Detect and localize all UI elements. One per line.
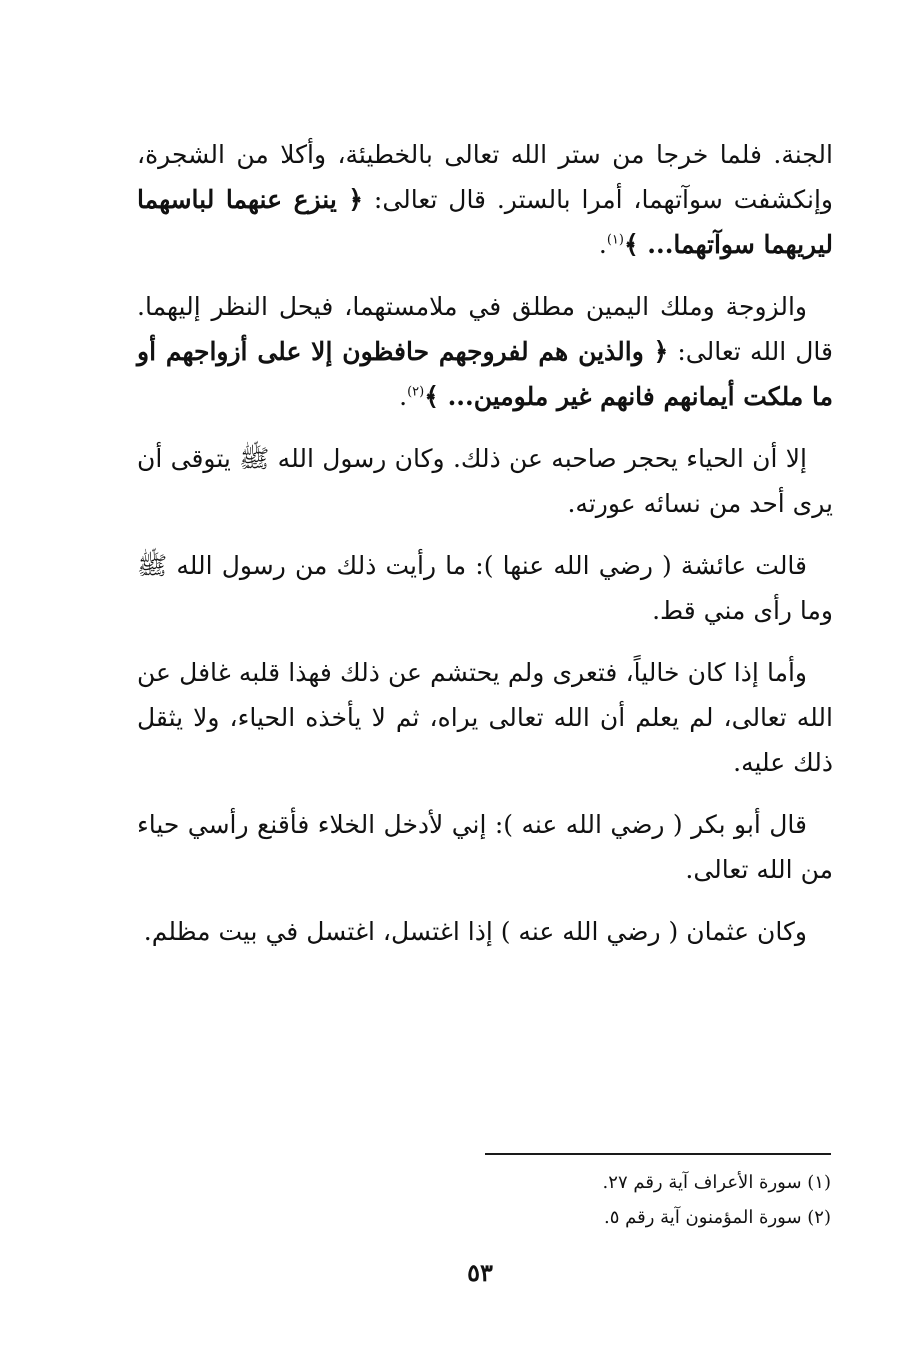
paragraph-2	[137, 284, 833, 419]
paragraph-1-text: الجنة. فلما خرجا من ستر الله تعالى بالخطيئة، وأكلا من الشجرة، وإنكشفت سوآتهما، أمرا بالستر. قال تعالى:	[137, 140, 833, 214]
quran-verse-1: ﴿ ينزع عنهما لباسهما ليريهما سوآتهما... ﴾	[137, 185, 833, 259]
footnote-1: (١) سورة الأعراف آية رقم ٢٧.	[602, 1172, 831, 1193]
paragraph-5: وأما إذا كان خالياً، فتعرى ولم يحتشم عن ذلك فهذا قلبه غافل عن الله تعالى، لم يعلم أن الله تعالى يراه، ثم لا يأخذه الحياء، ولا يثقل ذلك عليه.	[137, 658, 833, 777]
footnotes	[485, 1165, 831, 1235]
paragraph-6: قال أبو بكر ( رضي الله عنه ): إني لأدخل الخلاء فأقنع رأسي حياء من الله تعالى.	[137, 810, 833, 884]
paragraph-7: وكان عثمان ( رضي الله عنه ) إذا اغتسل، اغتسل في بيت مظلم.	[143, 917, 807, 946]
main-text	[137, 132, 833, 971]
page-number: ٥٣	[467, 1258, 493, 1287]
footnote-2: (٢) سورة المؤمنون آية رقم ٥.	[604, 1207, 831, 1228]
paragraph-2-text: والزوجة وملك اليمين مطلق في ملامستهما، فيحل النظر إليهما. قال الله تعالى:	[137, 292, 833, 366]
paragraph-2-end: .	[399, 382, 408, 411]
quran-verse-2: ﴿ والذين هم لفروجهم حافظون إلا على أزواجهم أو ما ملكت أيمانهم فانهم غير ملومين... ﴾	[137, 337, 833, 411]
footnote-ref-2: (٢)	[407, 384, 425, 400]
paragraph-1-end: .	[598, 230, 607, 259]
paragraph-1	[137, 132, 833, 267]
footnote-divider	[485, 1153, 831, 1155]
paragraph-3: إلا أن الحياء يحجر صاحبه عن ذلك. وكان رسول الله ﷺ يتوقى أن يرى أحد من نسائه عورته.	[137, 444, 833, 518]
paragraph-4: قالت عائشة ( رضي الله عنها ): ما رأيت ذلك من رسول الله ﷺ وما رأى مني قط.	[137, 551, 833, 625]
footnote-ref-1: (١)	[606, 232, 624, 248]
